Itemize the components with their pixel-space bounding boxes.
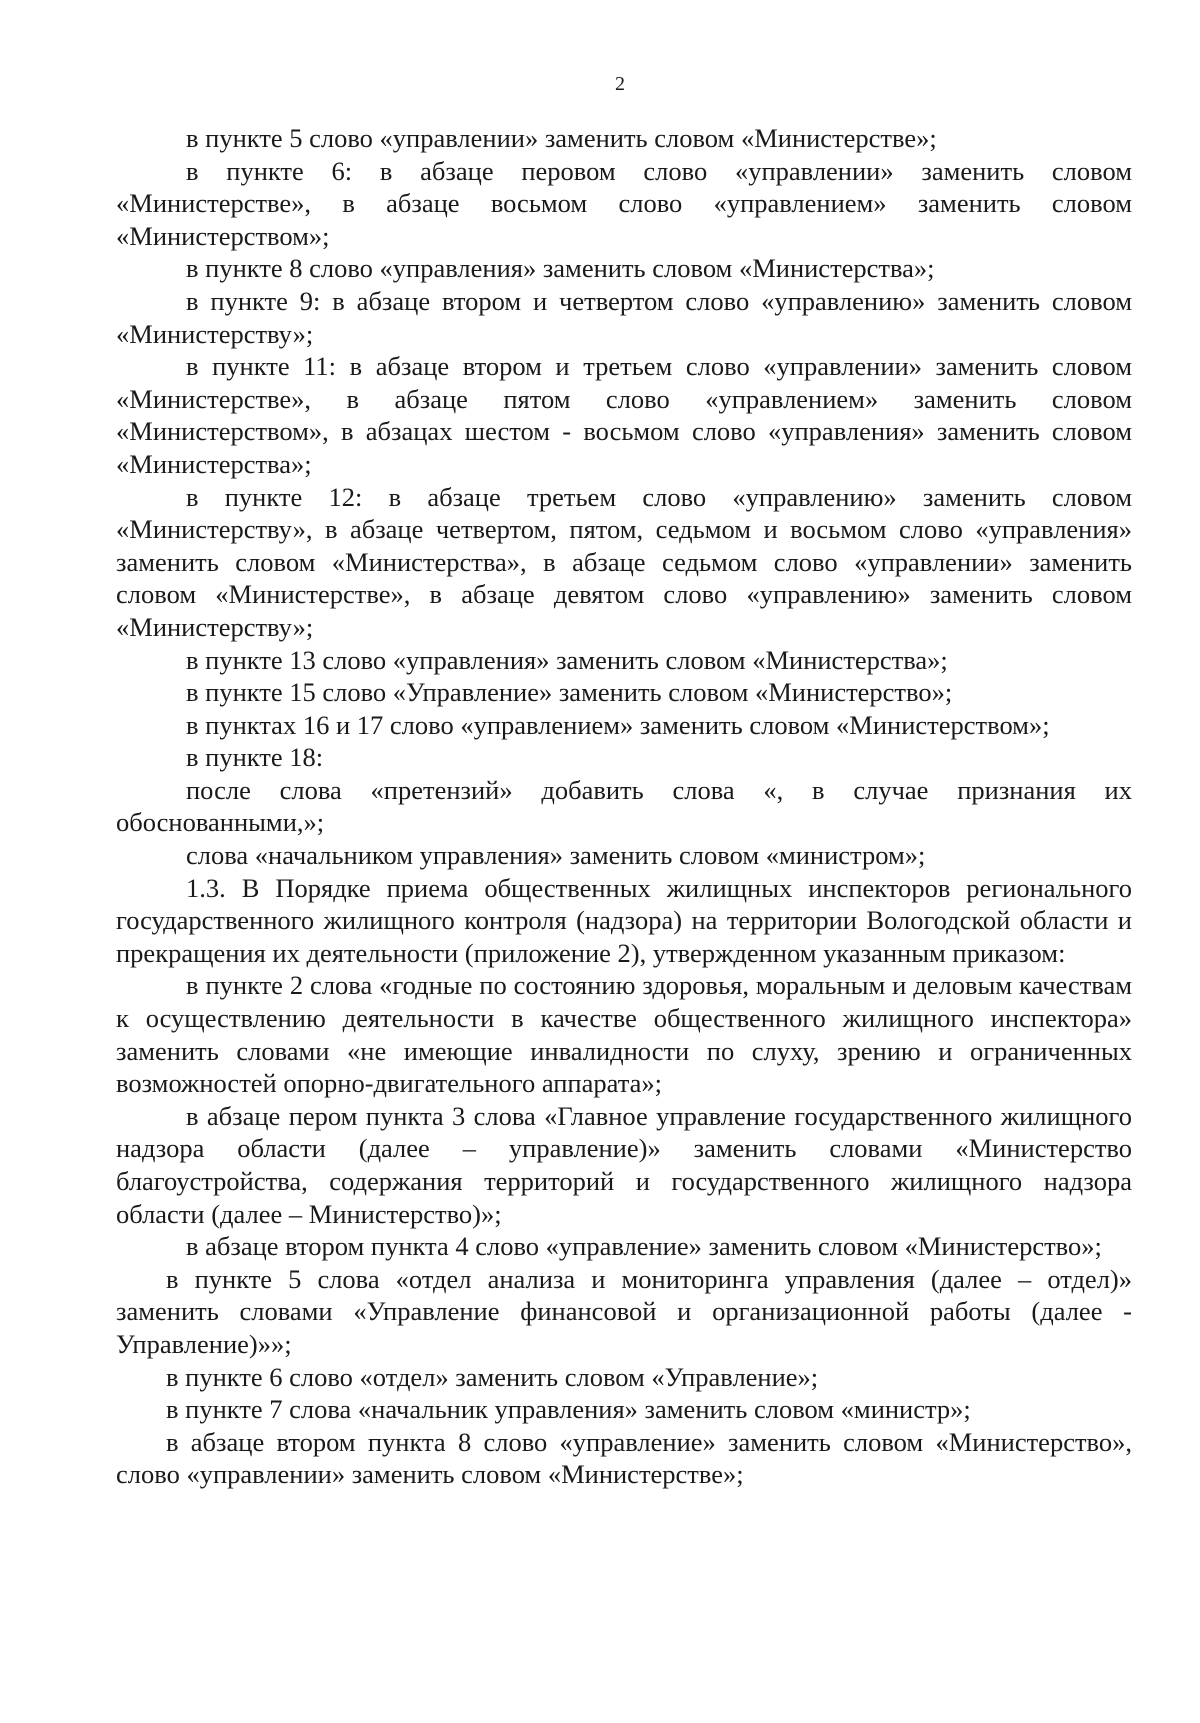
paragraph: в пункте 7 слова «начальник управления» заменить словом «министр»; [166,1394,971,1425]
paragraph: в пункте 11: в абзаце втором и третьем слово «управлении» заменить словом «Министерстве», в абзаце пятом слово «управлением» заменить словом «Министерством», в абзацах шестом - восьмом слово «управления» заменить словом «Министерства»; [116,351,1132,479]
paragraph: в пунктах 16 и 17 слово «управлением» заменить словом «Министерством»; [186,709,1050,740]
paragraph: 1.3. В Порядке приема общественных жилищных инспекторов регионального государственного жилищного контроля (надзора) на территории Вологодской области и прекращения их деятельности (приложение 2), утвержденном указанным приказом: [116,872,1132,968]
paragraph: в пункте 5 слово «управлении» заменить словом «Министерстве»; [186,123,937,153]
document-body [116,122,1132,1491]
paragraph: в пункте 12: в абзаце третьем слово «управлению» заменить словом «Министерству», в абзаце четвертом, пятом, седьмом и восьмом слово «управления» заменить словом «Министерства», в абзаце седьмом слово «управлении» заменить словом «Министерстве», в абзаце девятом слово «управлению» заменить словом «Министерству»; [116,481,1132,642]
paragraph: в пункте 6: в абзаце перовом слово «управлении» заменить словом «Министерстве», в абзаце восьмом слово «управлением» заменить словом «Министерством»; [116,155,1132,251]
paragraph: в пункте 5 слова «отдел анализа и мониторинга управления (далее – отдел)» заменить словами «Управление финансовой и организационной работы (далее - Управление)»»; [116,1263,1132,1359]
paragraph: в абзаце втором пункта 4 слово «управление» заменить словом «Министерство»; [186,1231,1102,1262]
paragraph: в пункте 2 слова «годные по состоянию здоровья, моральным и деловым качествам к осуществлению деятельности в качестве общественного жилищного инспектора» заменить словами «не имеющие инвалидности по слуху, зрению и ограниченных возможностей опорно-двигательного аппарата»; [116,970,1132,1099]
paragraph: в пункте 15 слово «Управление» заменить словом «Министерство»; [186,677,953,708]
paragraph: в пункте 8 слово «управления» заменить словом «Министерства»; [186,253,935,284]
paragraph: в пункте 13 слово «управления» заменить словом «Министерства»; [186,644,948,675]
page-number: 2 [615,73,625,95]
paragraph: в пункте 6 слово «отдел» заменить словом «Управление»; [166,1361,819,1392]
paragraph: после слова «претензий» добавить слова «, в случае признания их обоснованными,»; [116,774,1132,838]
paragraph: в абзаце пером пункта 3 слова «Главное управление государственного жилищного надзора области (далее – управление)» заменить словами «Министерство благоустройства, содержания территорий и государственного жилищного надзора области (далее – Министерство)»; [116,1100,1132,1229]
paragraph: в пункте 9: в абзаце втором и четвертом слово «управлению» заменить словом «Министерству»; [116,285,1132,349]
paragraph: слова «начальником управления» заменить словом «министром»; [186,840,926,871]
paragraph: в пункте 18: [186,742,324,773]
paragraph: в абзаце втором пункта 8 слово «управление» заменить словом «Министерство», слово «управлении» заменить словом «Министерстве»; [116,1426,1132,1490]
